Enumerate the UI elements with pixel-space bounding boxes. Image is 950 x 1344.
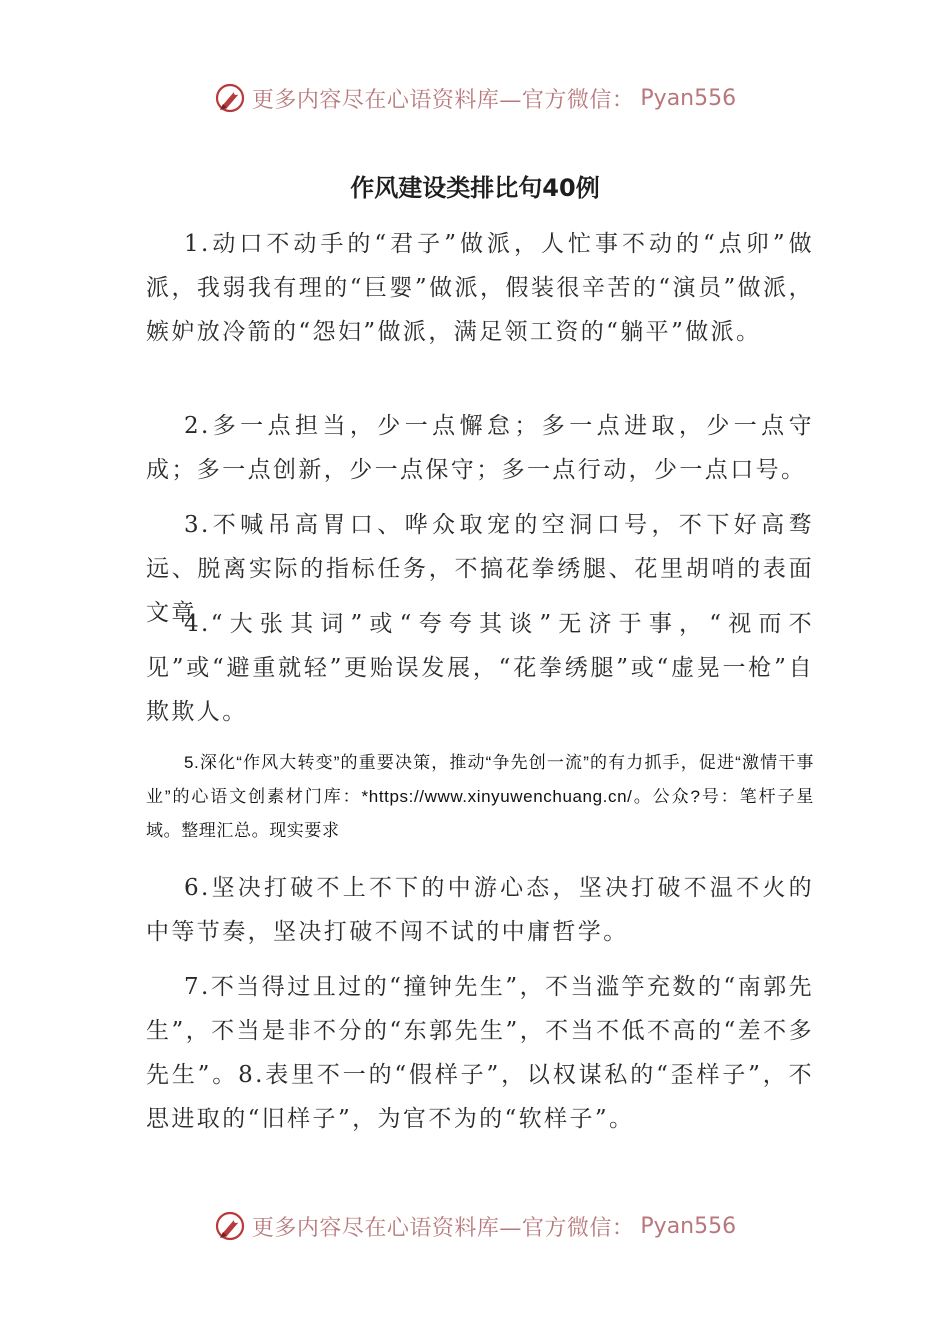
paragraph-2: 2.多一点担当，少一点懈怠；多一点进取，少一点守成；多一点创新，少一点保守；多一点行动，少一点口号。	[146, 413, 814, 483]
page-title: 作风建设类排比句40例	[350, 174, 600, 202]
header-banner	[0, 82, 950, 114]
paragraph-5: 5.深化“作风大转变”的重要决策，推动“争先创一流”的有力抓手，促进“激情干事业”的心语文创素材门库：*https://www.xinyuwenchuang.cn/。公众?号：笔杆子星域。整理汇总。现实要求	[146, 753, 814, 840]
banner-text: 更多内容尽在心语资料库—官方微信：	[251, 1215, 635, 1241]
paragraph-7-block	[146, 965, 814, 1141]
banner-wechat-id: Pyan556	[640, 85, 737, 111]
banner-text: 更多内容尽在心语资料库—官方微信：	[251, 87, 635, 113]
pen-logo-icon	[214, 82, 246, 114]
pen-logo-icon	[214, 1210, 246, 1242]
banner-wechat-id: Pyan556	[640, 1213, 737, 1239]
paragraph-1: 1.动口不动手的“君子”做派，人忙事不动的“点卯”做派，我弱我有理的“巨婴”做派，假装很辛苦的“演员”做派，嫉妒放冷箭的“怨妇”做派，满足领工资的“躺平”做派。	[146, 231, 814, 345]
paragraph-6-block	[146, 866, 814, 954]
paragraph-4-block	[146, 602, 814, 734]
paragraph-2-block	[146, 404, 814, 492]
paragraph-5-block	[146, 746, 814, 848]
paragraph-6: 6.坚决打破不上不下的中游心态，坚决打破不温不火的中等节奏，坚决打破不闯不试的中庸哲学。	[146, 875, 814, 945]
footer-banner	[0, 1210, 950, 1242]
paragraph-4: 4.“大张其词”或“夸夸其谈”无济于事，“视而不见”或“避重就轻”更贻误发展，“花拳绣腿”或“虚晃一枪”自欺欺人。	[146, 611, 814, 725]
paragraph-7: 7.不当得过且过的“撞钟先生”，不当滥竽充数的“南郭先生”，不当是非不分的“东郭先生”，不当不低不高的“差不多先生”。8.表里不一的“假样子”，以权谋私的“歪样子”，不思进取的“旧样子”，为官不为的“软样子”。	[146, 974, 814, 1132]
paragraph-1-block	[146, 222, 814, 354]
paragraph-3: 3.不喊吊高胃口、哗众取宠的空洞口号，不下好高骛远、脱离实际的指标任务，不搞花拳绣腿、花里胡哨的表面文章	[146, 512, 814, 626]
